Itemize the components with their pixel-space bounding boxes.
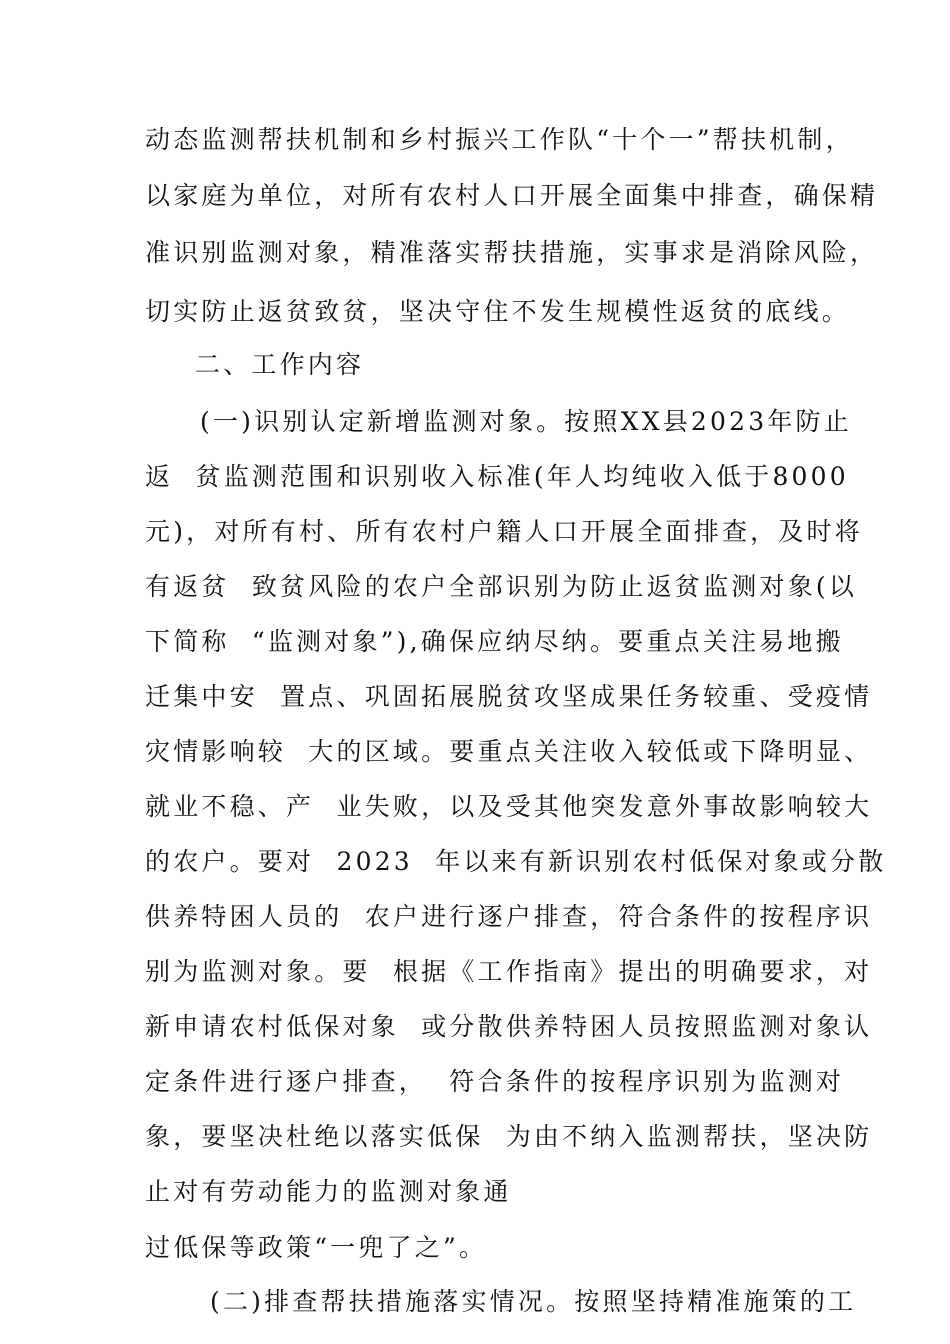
subsection-heading-line: (二)排查帮扶措施落实情况。按照坚持精准施策的工 (210, 1287, 857, 1316)
paragraph-line: 的农户。要对 2023 年以来有新识别农村低保对象或分散 (145, 847, 887, 876)
paragraph-line: 就业不稳、产 业失败，以及受其他突发意外事故影响较大 (145, 792, 873, 821)
paragraph-line: 准识别监测对象，精准落实帮扶措施，实事求是消除风险， (145, 238, 879, 267)
paragraph-line: 供养特困人员的 农户进行逐户排查，符合条件的按程序识 (145, 902, 873, 931)
paragraph-line: 新申请农村低保对象 或分散供养特困人员按照监测对象认 (145, 1012, 873, 1041)
paragraph-line: 动态监测帮扶机制和乡村振兴工作队“十个一”帮扶机制， (145, 125, 854, 154)
paragraph-line: 别为监测对象。要 根据《工作指南》提出的明确要求，对 (145, 957, 873, 986)
paragraph-line: 止对有劳动能力的监测对象通 (145, 1177, 512, 1206)
subsection-heading-line: (一)识别认定新增监测对象。按照XX县2023年防止 (200, 407, 852, 436)
paragraph-line: 返 贫监测范围和识别收入标准(年人均纯收入低于8000 (145, 462, 849, 491)
paragraph-line: 下简称 “监测对象”),确保应纳尽纳。要重点关注易地搬 (145, 627, 844, 656)
paragraph-line: 灾情影响较 大的区域。要重点关注收入较低或下降明显、 (145, 737, 873, 766)
paragraph-line: 定条件进行逐户排查， 符合条件的按程序识别为监测对 (145, 1067, 845, 1096)
section-heading: 二、工作内容 (195, 350, 365, 379)
paragraph-line: 切实防止返贫致贫，坚决守住不发生规模性返贫的底线。 (145, 297, 851, 326)
paragraph-line: 过低保等政策“一兜了之”。 (145, 1233, 488, 1262)
paragraph-line: 有返贫 致贫风险的农户全部识别为防止返贫监测对象(以 (145, 572, 858, 601)
paragraph-line: 迁集中安 置点、巩固拓展脱贫攻坚成果任务较重、受疫情 (145, 682, 873, 711)
paragraph-line: 以家庭为单位，对所有农村人口开展全面集中排查，确保精 (145, 181, 879, 210)
paragraph-line: 元)，对所有村、所有农村户籍人口开展全面排查，及时将 (145, 517, 863, 546)
paragraph-line: 象，要坚决杜绝以落实低保 为由不纳入监测帮扶，坚决防 (145, 1122, 873, 1151)
